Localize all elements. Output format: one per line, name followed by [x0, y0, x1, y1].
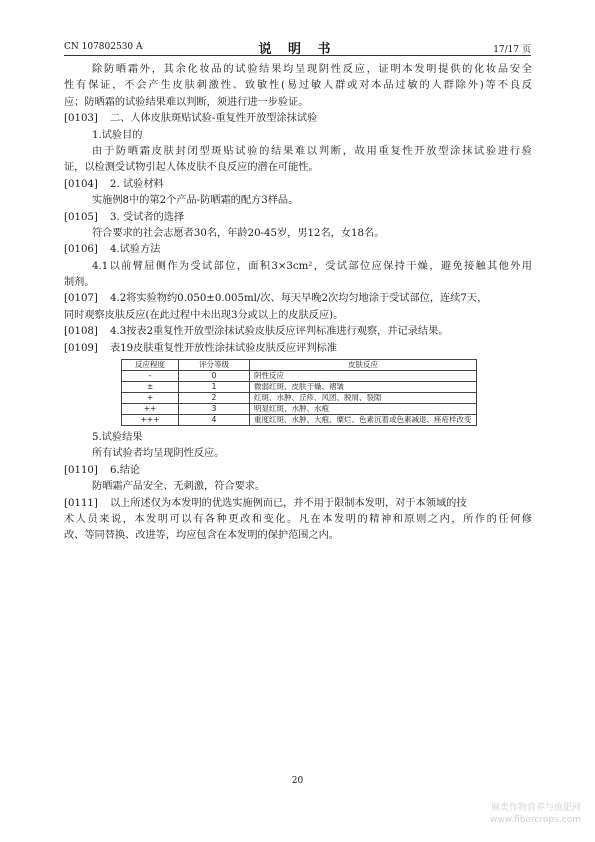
- paragraph-number: [0104]: [64, 178, 98, 190]
- table-row: [122, 404, 477, 415]
- paragraph-line: 应；防晒霜的试验结果难以判断，须进行进一步验证。: [64, 96, 309, 108]
- paragraph-line: 证，以检测受试物引起人体皮肤不良反应的潜在可能性。: [64, 162, 319, 174]
- paragraph-number: [0106]: [64, 244, 98, 256]
- paragraph-line: 4.1以前臂屈侧作为受试部位，面积3×3cm²，受试部位应保持干燥，避免接触其他外用: [92, 260, 532, 272]
- section-title: 4.试验方法: [110, 244, 161, 256]
- table-cell: +: [122, 393, 179, 404]
- paragraph-number: [0105]: [64, 211, 98, 223]
- paragraph-number: [0103]: [64, 113, 98, 125]
- paragraph-0106: [64, 242, 532, 258]
- paragraph-number: [0108]: [64, 326, 98, 338]
- paragraph-number: [0107]: [64, 293, 98, 305]
- paragraph-text: 4.3按表2重复性开放型涂抹试验皮肤反应评判标准进行观察，并记录结果。: [110, 326, 449, 338]
- table-cell: ++: [122, 404, 179, 415]
- table-cell: ±: [122, 382, 179, 393]
- table-cell: 红斑、水肿、丘疹、风团、脱屑、裂隙: [250, 393, 477, 404]
- table-header-cell: 皮肤反应: [250, 360, 477, 371]
- section-title: 2. 试验材料: [110, 178, 164, 190]
- watermark: [490, 802, 581, 826]
- paragraph-0103: [64, 111, 532, 127]
- paragraph-0110: [64, 463, 532, 479]
- table-caption: 表19皮肤重复性开放性涂抹试验皮肤反应评判标准: [110, 342, 337, 354]
- paragraph-line: 由于防晒霜皮肤封闭型斑贴试验的结果难以判断，故用重复性开放型涂抹试验进行验: [92, 145, 532, 157]
- section-title: 1.试验目的: [92, 129, 143, 141]
- paragraph-line: 除防晒霜外，其余化妆品的试验结果均呈现阴性反应，证明本发明提供的化妆品安全: [92, 64, 532, 75]
- table-header-row: [122, 360, 477, 371]
- watermark-line: www.fibercrops.com: [490, 815, 581, 825]
- table-cell: 4: [179, 415, 250, 426]
- paragraph-number: [0111]: [64, 497, 98, 509]
- paragraph-0111: [64, 496, 532, 512]
- header-rule: [64, 55, 531, 56]
- page-count: 17/17 页: [493, 45, 531, 55]
- paragraph-line: 符合要求的社会志愿者30名，年龄20-45岁，男12名，女18名。: [92, 227, 385, 239]
- table-cell: 0: [179, 371, 250, 382]
- paragraph-number: [0110]: [64, 464, 98, 476]
- table-row: [122, 393, 477, 404]
- paragraph-text: 4.2将实验物约0.050±0.005ml/次、每天早晚2次均匀地涂于受试部位，连续7天，: [110, 293, 488, 305]
- table-cell: 1: [179, 382, 250, 393]
- table-row: [122, 371, 477, 382]
- paragraph-line: 所有试验者均呈现阴性反应。: [92, 448, 225, 460]
- paragraph-0104: [64, 177, 532, 193]
- section-title: 5.试验结果: [92, 432, 143, 444]
- table-cell: -: [122, 371, 179, 382]
- paragraph-number: [0109]: [64, 342, 98, 354]
- skin-reaction-table: [121, 359, 477, 426]
- table-cell: 重度红斑、水肿、大疱、糜烂、色素沉着或色素减退、痤疮样改变: [250, 415, 477, 426]
- paragraph-line: 改、等同替换、改进等，均应包含在本发明的保护范围之内。: [64, 530, 340, 542]
- paragraph-line: 制剂。: [64, 277, 95, 289]
- paragraph-0105: [64, 210, 532, 226]
- paragraph-line: 同时观察皮肤反应(在此过程中未出现3分或以上的皮肤反应)。: [64, 309, 344, 321]
- table-row: [122, 415, 477, 426]
- page-header: [64, 38, 531, 57]
- table-header-cell: 反应程度: [122, 360, 179, 371]
- paragraph-line: 性有保证，不会产生皮肤刺激性、致敏性(易过敏人群或对本品过敏的人群除外)等不良反: [64, 80, 532, 92]
- section-heading: 二、人体皮肤斑贴试验-重复性开放型涂抹试验: [110, 113, 318, 125]
- paragraph-line: 术人员来说，本发明可以有各种更改和变化。凡在本发明的精神和原则之内，所作的任何修: [64, 513, 532, 525]
- table-cell: +++: [122, 415, 179, 426]
- paragraph-line: 防晒霜产品安全、无刺激，符合要求。: [92, 481, 266, 493]
- table-cell: 明显红斑、水肿、水疱: [250, 404, 477, 415]
- table-cell: 3: [179, 404, 250, 415]
- table-cell: 阴性反应: [250, 371, 477, 382]
- section-title: 6.结论: [110, 464, 141, 476]
- paragraph-0108: [64, 324, 532, 340]
- paragraph-line: 实施例8中的第2个产品-防晒霜的配方3样品。: [92, 195, 299, 207]
- paragraph-text: 以上所述仅为本发明的优选实施例而已，并不用于限制本发明，对于本领域的技: [110, 497, 467, 509]
- page-number: 20: [291, 776, 304, 786]
- paragraph-0107: [64, 291, 532, 307]
- table-cell: 微弱红斑、皮肤干燥、褶皱: [250, 382, 477, 393]
- document-body: [64, 62, 532, 545]
- watermark-line: 麻类作物营养与施肥网: [490, 803, 581, 813]
- table-header-cell: 评分等级: [179, 360, 250, 371]
- table-row: [122, 382, 477, 393]
- paragraph-0109: [64, 341, 532, 357]
- section-title: 3. 受试者的选择: [110, 211, 185, 223]
- table-cell: 2: [179, 393, 250, 404]
- document-title: 说 明 书: [258, 42, 337, 57]
- patent-number: CN 107802530 A: [64, 42, 143, 52]
